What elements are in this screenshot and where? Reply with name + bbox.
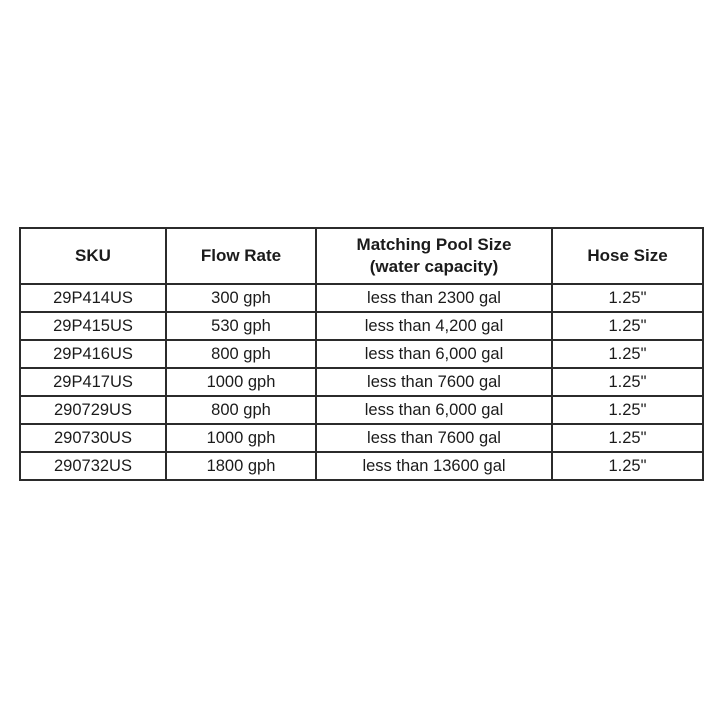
cell-pool-size: less than 6,000 gal [316,396,552,424]
cell-flow-rate: 1000 gph [166,368,316,396]
cell-sku: 290730US [20,424,166,452]
column-header-pool-size-line2: (water capacity) [369,257,499,276]
cell-hose-size: 1.25" [552,340,703,368]
cell-sku: 290732US [20,452,166,480]
cell-flow-rate: 1000 gph [166,424,316,452]
column-header-pool-size-line1: Matching Pool Size [356,234,512,254]
cell-sku: 29P416US [20,340,166,368]
table-row [20,340,703,368]
cell-flow-rate: 800 gph [166,340,316,368]
cell-pool-size: less than 13600 gal [316,452,552,480]
column-header-pool-size [316,228,552,284]
cell-hose-size: 1.25" [552,312,703,340]
cell-pool-size: less than 2300 gal [316,284,552,312]
cell-sku: 29P417US [20,368,166,396]
header-row [20,228,703,284]
cell-hose-size: 1.25" [552,284,703,312]
cell-sku: 29P414US [20,284,166,312]
pump-spec-table-container [19,227,702,481]
table-row [20,396,703,424]
cell-pool-size: less than 7600 gal [316,368,552,396]
table-row [20,312,703,340]
table-row [20,424,703,452]
table-row [20,284,703,312]
cell-pool-size: less than 6,000 gal [316,340,552,368]
cell-sku: 29P415US [20,312,166,340]
pump-spec-table [19,227,704,481]
cell-sku: 290729US [20,396,166,424]
cell-hose-size: 1.25" [552,424,703,452]
cell-flow-rate: 530 gph [166,312,316,340]
table-row [20,368,703,396]
table-row [20,452,703,480]
cell-flow-rate: 300 gph [166,284,316,312]
cell-pool-size: less than 7600 gal [316,424,552,452]
column-header-flow-rate: Flow Rate [166,228,316,284]
column-header-hose-size: Hose Size [552,228,703,284]
column-header-sku: SKU [20,228,166,284]
cell-hose-size: 1.25" [552,368,703,396]
cell-hose-size: 1.25" [552,452,703,480]
cell-flow-rate: 1800 gph [166,452,316,480]
cell-flow-rate: 800 gph [166,396,316,424]
cell-pool-size: less than 4,200 gal [316,312,552,340]
cell-hose-size: 1.25" [552,396,703,424]
